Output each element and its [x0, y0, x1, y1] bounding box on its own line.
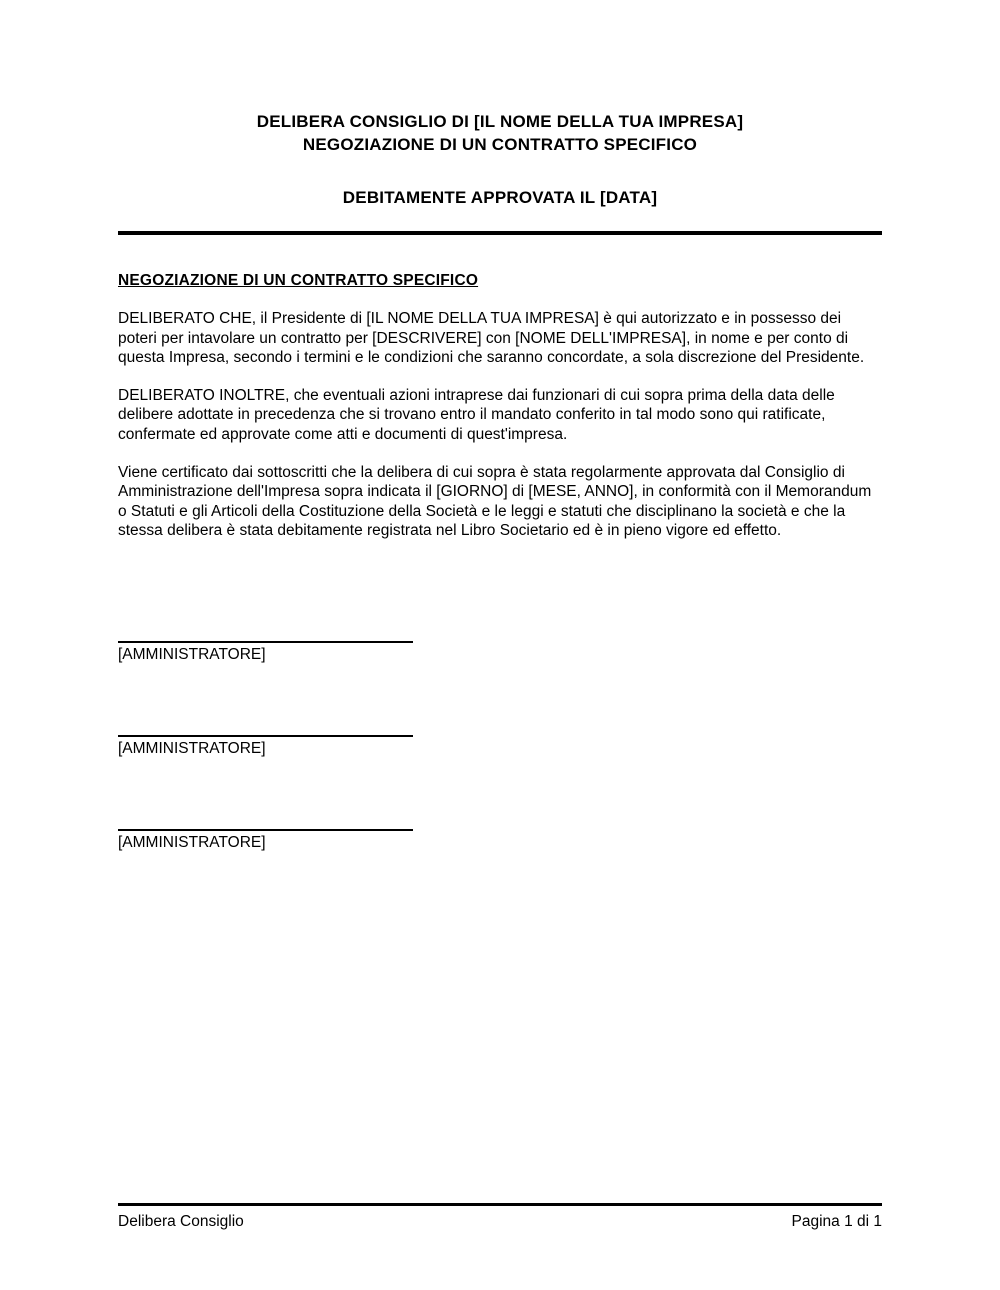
approval-line: DEBITAMENTE APPROVATA IL [DATA] — [342, 188, 658, 207]
signature-label-2: [AMMINISTRATORE] — [118, 740, 266, 757]
document-title-line2: NEGOZIAZIONE DI UN CONTRATTO SPECIFICO — [302, 135, 698, 154]
signature-label-1: [AMMINISTRATORE] — [118, 646, 266, 663]
page-footer — [118, 1212, 882, 1231]
paragraph-deliberato-inoltre: DELIBERATO INOLTRE, che eventuali azioni intraprese dai funzionari di cui sopra prima della data delle delibere adottate in precedenza che si trovano entro il mandato conferito in tal modo sono qui ratificate, confermate ed approvate come atti e documenti di quest'impresa. — [118, 387, 835, 443]
signature-label-3: [AMMINISTRATORE] — [118, 834, 266, 851]
footer-document-name: Delibera Consiglio — [118, 1213, 244, 1230]
signature-block-1 — [118, 641, 413, 664]
document-title-line1: DELIBERA CONSIGLIO DI [IL NOME DELLA TUA IMPRESA] — [256, 112, 744, 131]
paragraph-certificazione: Viene certificato dai sottoscritti che la delibera di cui sopra è stata regolarmente approvata dal Consiglio di Amministrazione dell'Impresa sopra indicata il [GIORNO] di [MESE, ANNO], in conformità con il Memorandum o Statuti e gli Articoli della Costituzione della Società e le leggi e statuti che disciplinano la società e che la stessa delibera è stata debitamente registrata nel Libro Societario ed è in pieno vigore ed effetto. — [118, 464, 872, 539]
footer-page-number: Pagina 1 di 1 — [791, 1213, 882, 1230]
document-body — [118, 271, 882, 559]
paragraph-deliberato-che: DELIBERATO CHE, il Presidente di [IL NOME DELLA TUA IMPRESA] è qui autorizzato e in possesso dei poteri per intavolare un contratto per [DESCRIVERE] con [NOME DELL'IMPRESA], in nome e per conto di questa Impresa, secondo i termini e le condizioni che saranno concordate, a sola discrezione del Presidente. — [118, 310, 865, 366]
section-heading: NEGOZIAZIONE DI UN CONTRATTO SPECIFICO — [118, 272, 479, 289]
document-title — [118, 110, 882, 156]
footer-divider-rule — [118, 1203, 882, 1206]
signature-block-3 — [118, 829, 413, 852]
signature-block-2 — [118, 735, 413, 758]
header-divider-rule — [118, 231, 882, 235]
